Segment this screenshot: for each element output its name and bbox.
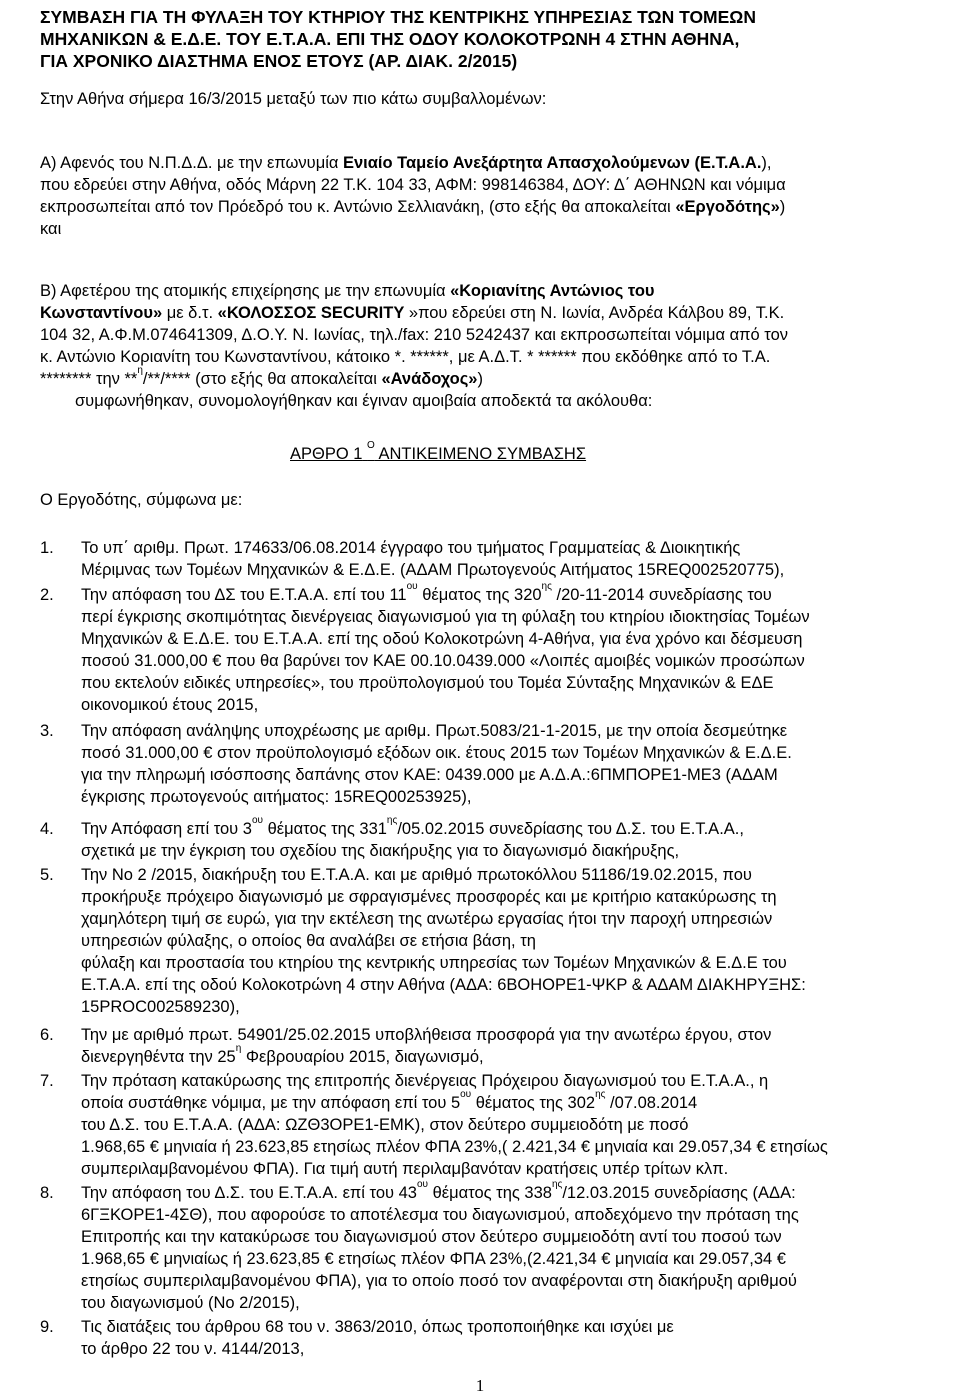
item-2-line-3: Μηχανικών & Ε.Δ.Ε. του Ε.Τ.Α.Α. επί της οδού Κολοκοτρώνη 4-Αθήνα, για ένα χρόνο και δέσμευση bbox=[81, 630, 803, 648]
party-a-suffix: ), bbox=[761, 154, 772, 172]
title-line-3: ΓΙΑ ΧΡΟΝΙΚΟ ΔΙΑΣΤΗΜΑ ΕΝΟΣ ΕΤΟΥΣ (ΑΡ. ΔΙΑΚ. 2/2015) bbox=[40, 51, 518, 71]
list-item-1 bbox=[40, 537, 945, 581]
item-8-seg-a: Την απόφαση του Δ.Σ. του Ε.Τ.Α.Α. επί του 43 bbox=[81, 1184, 417, 1202]
item-6-line-1: Την με αριθμό πρωτ. 54901/25.02.2015 υποβλήθεισα προσφορά για την ανωτέρω έργου, στον bbox=[81, 1026, 772, 1044]
item-8-seg-b: θέματος της 338 bbox=[428, 1184, 552, 1202]
party-b-name: «Κοριανίτης Αντώνιος του bbox=[450, 282, 655, 300]
party-b-paragraph bbox=[40, 280, 945, 412]
party-a-line-3 bbox=[40, 196, 945, 218]
party-b-prefix: Β) Αφετέρου της ατομικής επιχείρησης με την επωνυμία bbox=[40, 282, 451, 300]
item-2-seg-b: θέματος της 320 bbox=[417, 586, 542, 604]
intro-text: Στην Αθήνα σήμερα 16/3/2015 μεταξύ των πιο κάτω συμβαλλομένων: bbox=[40, 90, 547, 108]
item-2-seg-a: Την απόφαση του ΔΣ του Ε.Τ.Α.Α. επί του 11 bbox=[81, 586, 407, 604]
item-7-seg-a: οποία συστάθηκε νόμιμα, με την απόφαση επί του 5 bbox=[81, 1094, 461, 1112]
article-heading bbox=[290, 440, 790, 465]
party-b-alias-pre: /**/**** (στο εξής θα αποκαλείται bbox=[142, 370, 382, 388]
page-number: 1 bbox=[475, 1376, 485, 1395]
item-7-line-3: του Δ.Σ. του Ε.Τ.Α.Α. (ΑΔΑ: ΩΖΘ3ΟΡΕ1-ΕΜΚ), στον δεύτερο συμμειοδότη με ποσό bbox=[81, 1116, 689, 1134]
item-1-line-2: Μέριμνας των Τομέων Μηχανικών & Ε.Δ.Ε. (ΑΔΑΜ Πρωτογενούς Αιτήματος 15REQ002520775), bbox=[81, 561, 785, 579]
party-a-line-4: και bbox=[40, 220, 62, 238]
item-7-sup-b: ης bbox=[595, 1089, 606, 1100]
party-b-line-6: συμφωνήθηκαν, συνομολογήθηκαν και έγιναν αμοιβαία αποδεκτά τα ακόλουθα: bbox=[75, 392, 653, 410]
employer-label bbox=[40, 489, 945, 511]
article-sup: Ο bbox=[367, 440, 375, 451]
item-5-line-3: χαμηλότερη τιμή σε ευρώ, για την εκτέλεση της ανωτέρω εργασίας ήτοι την παροχή υπηρεσιών bbox=[81, 910, 773, 928]
item-8-line-3: Επιτροπής και την κατακύρωσε του διαγωνισμού στον δεύτερο συμμειοδότη αντί του ποσού των bbox=[81, 1228, 782, 1246]
item-8-sup-a: ου bbox=[416, 1179, 429, 1190]
title-line-2: ΜΗΧΑΝΙΚΩΝ & Ε.Δ.Ε. ΤΟΥ Ε.Τ.Α.Α. ΕΠΙ ΤΗΣ ΟΔΟΥ ΚΟΛΟΚΟΤΡΩΝΗ 4 ΣΤΗΝ ΑΘΗΝΑ, bbox=[40, 29, 740, 49]
item-6-sup: η bbox=[235, 1043, 242, 1054]
item-number: 3. bbox=[40, 722, 54, 740]
item-3-line-3: για την πληρωμή ισόσποσης δαπάνης στον ΚΑΕ: 0439.000 με Α.Δ.Α.:6ΠΜΠΟΡΕ1-ΜΕ3 (ΑΔΑΜ bbox=[81, 766, 778, 784]
item-8-line-5: ετησίως συμπεριλαμβανομένου ΦΠΑ), για το οποίο ποσό τον αναφέρονται στη διακήρυξη αριθμού bbox=[81, 1272, 797, 1290]
item-number: 5. bbox=[40, 866, 54, 884]
item-number: 7. bbox=[40, 1072, 54, 1090]
party-b-sup: η bbox=[137, 365, 143, 376]
item-7-line-2 bbox=[81, 1089, 945, 1114]
item-number: 6. bbox=[40, 1026, 54, 1044]
item-4-sup-a: ου bbox=[251, 815, 263, 826]
item-5-line-4: υπηρεσιών φύλαξης, ο οποίος θα αναλάβει σε ετήσια βάση, τη bbox=[81, 932, 536, 950]
intro-paragraph bbox=[40, 88, 945, 110]
item-7-seg-c: /07.08.2014 bbox=[605, 1094, 698, 1112]
item-8-sup-b: ης bbox=[551, 1179, 563, 1190]
item-7-line-5: συμπεριλαμβανομένου ΦΠΑ). Για τιμή αυτή περιλαμβανόταν κρατήσεις υπέρ τρίτων κλπ. bbox=[81, 1160, 729, 1178]
party-a-rep: εκπροσωπείται από τον Πρόεδρό του κ. Αντώνιο Σελλιανάκη, (στο εξής θα αποκαλείται bbox=[40, 198, 676, 216]
item-7-line-4: 1.968,65 € μηνιαία ή 23.623,85 ετησίως πλέον ΦΠΑ 23%,( 2.421,34 € μηνιαία και 29.057,34 € ετησίως bbox=[81, 1138, 828, 1156]
party-b-line-4: κ. Αντώνιο Κοριανίτη του Κωνσταντίνου, κάτοικο *. ******, με Α.Δ.Τ. * ****** που εκδόθηκε από το Τ.Α. bbox=[40, 348, 771, 366]
party-b-line-5 bbox=[40, 365, 945, 390]
party-a-prefix: Α) Αφενός του Ν.Π.Δ.Δ. με την επωνυμία bbox=[40, 154, 343, 172]
item-8-line-2: 6ΓΞΚΟΡΕ1-4ΣΘ), που αφορούσε το αποτέλεσμα του διαγωνισμού, αποδεχόμενο την πρόταση της bbox=[81, 1206, 799, 1224]
item-8-line-4: 1.968,65 € μηνιαίως ή 23.623,85 € ετησίως πλέον ΦΠΑ 23%,(2.421,34 € μηνιαία και 29.057,34 € bbox=[81, 1250, 786, 1268]
item-7-line-1: Την πρόταση κατακύρωσης της επιτροπής διενέργειας Πρόχειρου διαγωνισμού του Ε.Τ.Α.Α., η bbox=[81, 1072, 769, 1090]
article-number: ΑΡΘΡΟ 1 bbox=[290, 445, 363, 463]
item-4-seg-c: /05.02.2015 συνεδρίασης του Δ.Σ. του Ε.Τ.Α.Α., bbox=[397, 820, 744, 838]
item-6-seg-a: διενεργηθέντα την 25 bbox=[81, 1048, 236, 1066]
party-a-line-1 bbox=[40, 152, 945, 174]
title-line-1: ΣΥΜΒΑΣΗ ΓΙΑ ΤΗ ΦΥΛΑΞΗ ΤΟΥ ΚΤΗΡΙΟΥ ΤΗΣ ΚΕΝΤΡΙΚΗΣ ΥΠΗΡΕΣΙΑΣ ΤΩΝ ΤΟΜΕΩΝ bbox=[40, 7, 756, 27]
item-4-seg-b: θέματος της 331 bbox=[263, 820, 387, 838]
item-5-line-1: Την Νο 2 /2015, διακήρυξη του Ε.Τ.Α.Α. και με αριθμό πρωτοκόλλου 51186/19.02.2015, που bbox=[81, 866, 752, 884]
item-number: 2. bbox=[40, 586, 54, 604]
item-4-line-1 bbox=[81, 815, 945, 840]
item-2-sup-a: ου bbox=[406, 581, 418, 592]
party-b-address: »που εδρεύει στη Ν. Ιωνία, Ανδρέα Κάλβου 89, Τ.Κ. bbox=[404, 304, 785, 322]
item-5-line-5: φύλαξη και προστασία του κτηρίου της κεντρικής υπηρεσίας των Τομέων Μηχανικών & Ε.Δ.Ε του bbox=[81, 954, 787, 972]
item-6-seg-b: Φεβρουαρίου 2015, διαγωνισμό, bbox=[241, 1048, 484, 1066]
article-heading-text bbox=[290, 440, 790, 465]
item-number: 8. bbox=[40, 1184, 54, 1202]
item-5-line-7: 15PROC002589230), bbox=[81, 998, 240, 1016]
item-9-line-2: το άρθρο 22 του ν. 4144/2013, bbox=[81, 1340, 305, 1358]
item-8-line-1 bbox=[81, 1179, 945, 1204]
party-b-close: ) bbox=[477, 370, 483, 388]
item-2-line-5: που εκτελούν ειδικές υπηρεσίες», του προϋπολογισμού του Τομέα Σύνταξης Μηχανικών & ΕΔΕ bbox=[81, 674, 774, 692]
party-b-id-date: ******** την ** bbox=[40, 370, 138, 388]
item-3-line-1: Την απόφαση ανάληψης υποχρέωσης με αριθμ. Πρωτ.5083/21-1-2015, με την οποία δεσμεύτηκε bbox=[81, 722, 788, 740]
item-number: 4. bbox=[40, 820, 54, 838]
employer-term: «Εργοδότης» bbox=[675, 198, 780, 216]
item-9-line-1: Τις διατάξεις του άρθρου 68 του ν. 3863/2010, όπως τροποποιήθηκε και ισχύει με bbox=[81, 1318, 674, 1336]
item-2-line-4: ποσού 31.000,00 € που θα βαρύνει τον ΚΑΕ 00.10.0439.000 «Λοιπές αμοιβές νομικών προσώπων bbox=[81, 652, 805, 670]
item-5-line-6: Ε.Τ.Α.Α. επί της οδού Κολοκοτρώνη 4 στην Αθήνα (ΑΔΑ: 6ΒΟΗΟΡΕ1-ΨΚΡ & ΑΔΑΜ ΔΙΑΚΗΡΥΞΗΣ: bbox=[81, 976, 806, 994]
item-1-line-1: Το υπ΄ αριθμ. Πρωτ. 174633/06.08.2014 έγγραφο του τμήματος Γραμματείας & Διοικητικής bbox=[81, 539, 741, 557]
party-b-name-cont: Κωνσταντίνου» bbox=[40, 304, 163, 322]
employer-label-text: Ο Εργοδότης, σύμφωνα με: bbox=[40, 491, 243, 509]
party-b-brand: «ΚΟΛΟΣΣΟΣ SECURITY bbox=[217, 304, 405, 322]
item-2-line-1 bbox=[81, 581, 945, 606]
party-a-name: Ενιαίο Ταμείο Ανεξάρτητα Απασχολούμενων (Ε.Τ.Α.Α. bbox=[343, 154, 762, 172]
contractor-term: «Ανάδοχος» bbox=[381, 370, 478, 388]
item-7-sup-a: ου bbox=[460, 1089, 472, 1100]
party-b-line-3: 104 32, Α.Φ.Μ.074641309, Δ.Ο.Υ. Ν. Ιωνίας, τηλ./fax: 210 5242437 και εκπροσωπείται νόμιμα από τον bbox=[40, 326, 789, 344]
item-number: 1. bbox=[40, 539, 54, 557]
item-4-seg-a: Την Απόφαση επί του 3 bbox=[81, 820, 252, 838]
party-b-dt: με δ.τ. bbox=[162, 304, 218, 322]
item-3-line-2: ποσό 31.000,00 € στον προϋπολογισμό εξόδων οικ. έτους 2015 των Τομέων Μηχανικών & Ε.Δ.Ε. bbox=[81, 744, 792, 762]
article-title: ΑΝΤΙΚΕΙΜΕΝΟ ΣΥΜΒΑΣΗΣ bbox=[374, 445, 587, 463]
item-2-sup-b: ης bbox=[541, 581, 552, 592]
item-2-line-2: περί έγκρισης σκοπιμότητας διενέργειας διαγωνισμού για τη φύλαξη του κτηρίου ιδιοκτησίας Τομέων bbox=[81, 608, 810, 626]
party-a-line-2: που εδρεύει στην Αθήνα, οδός Μάρνη 22 Τ.Κ. 104 33, ΑΦΜ: 998146384, ΔΟΥ: Δ΄ ΑΘΗΝΩΝ και νόμιμα bbox=[40, 176, 786, 194]
item-7-seg-b: θέματος της 302 bbox=[471, 1094, 596, 1112]
item-8-seg-c: /12.03.2015 συνεδρίασης (ΑΔΑ: bbox=[562, 1184, 796, 1202]
item-2-seg-c: /20-11-2014 συνεδρίασης του bbox=[551, 586, 772, 604]
item-number: 9. bbox=[40, 1318, 54, 1336]
party-a-paragraph bbox=[40, 152, 945, 240]
party-b-line-2 bbox=[40, 302, 945, 324]
item-5-line-2: προκήρυξε πρόχειρο διαγωνισμό με σφραγισμένες προσφορές και με κριτήριο κατακύρωσης τη bbox=[81, 888, 777, 906]
item-4-line-2: σχετικά με την έγκριση του σχεδίου της διακήρυξης για το διαγωνισμό διακήρυξης, bbox=[81, 842, 680, 860]
contract-title bbox=[40, 6, 940, 72]
party-b-line-1 bbox=[40, 280, 945, 302]
item-8-line-6: του διαγωνισμού (Νο 2/2015), bbox=[81, 1294, 300, 1312]
item-6-line-2 bbox=[81, 1043, 945, 1068]
item-3-line-4: έγκρισης πρωτογενούς αιτήματος: 15REQ00253925), bbox=[81, 788, 472, 806]
item-2-line-6: οικονομικού έτους 2015, bbox=[81, 696, 259, 714]
item-4-sup-b: ης bbox=[386, 815, 398, 826]
party-a-close: ) bbox=[779, 198, 786, 216]
